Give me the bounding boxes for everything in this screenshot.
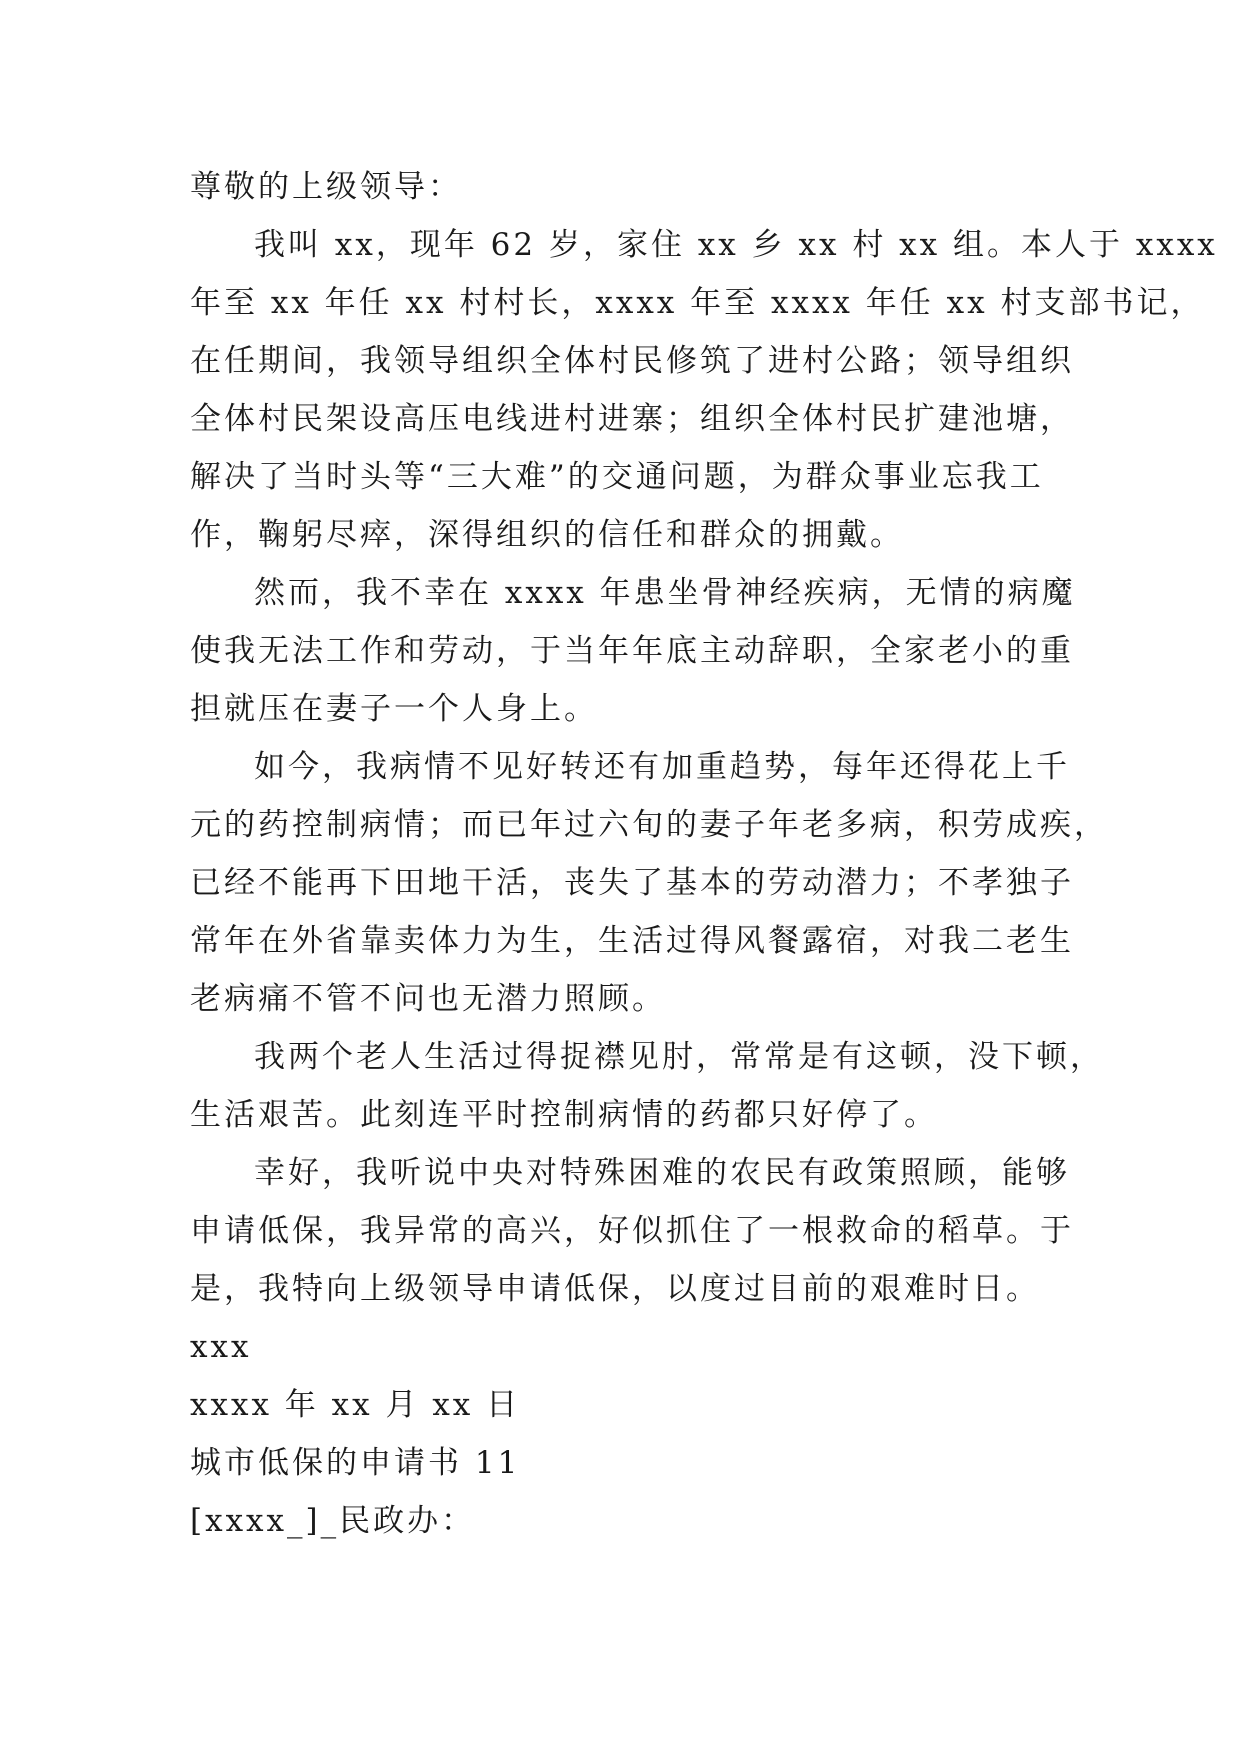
paragraph-line: 是，我特向上级领导申请低保，以度过目前的艰难时日。: [190, 1271, 1040, 1307]
paragraph-line: 元的药控制病情；而已年过六旬的妻子年老多病，积劳成疾，: [190, 807, 1108, 843]
paragraph-1: [190, 216, 1218, 564]
paragraph-line: 老病痛不管不问也无潜力照顾。: [190, 981, 666, 1017]
letter-body: [190, 158, 1218, 1550]
date: xxxx 年 xx 月 xx 日: [190, 1387, 521, 1423]
greeting: 尊敬的上级领导：: [190, 169, 462, 205]
paragraph-line: 解决了当时头等“三大难”的交通问题，为群众事业忘我工: [190, 459, 1044, 495]
paragraph-4: [190, 1028, 1104, 1144]
paragraph-line: 如今，我病情不见好转还有加重趋势，每年还得花上千: [254, 749, 1070, 785]
paragraph-2: [190, 564, 1090, 738]
paragraph-line: 使我无法工作和劳动，于当年年底主动辞职，全家老小的重: [190, 633, 1074, 669]
paragraph-3: [190, 738, 1108, 1028]
paragraph-line: 全体村民架设高压电线进村进寨；组织全体村民扩建池塘，: [190, 401, 1074, 437]
paragraph-line: 申请低保，我异常的高兴，好似抓住了一根救命的稻草。于: [190, 1213, 1074, 1249]
signature: xxx: [190, 1329, 252, 1365]
next-document-greeting: [xxxx_]_民政办：: [190, 1503, 476, 1539]
paragraph-5: [190, 1144, 1090, 1318]
paragraph-line: 常年在外省靠卖体力为生，生活过得风餐露宿，对我二老生: [190, 923, 1074, 959]
next-document-title: 城市低保的申请书 11: [190, 1445, 521, 1481]
paragraph-line: 作，鞠躬尽瘁，深得组织的信任和群众的拥戴。: [190, 517, 904, 553]
paragraph-line: 年至 xx 年任 xx 村村长，xxxx 年至 xxxx 年任 xx 村支部书记，: [190, 285, 1205, 321]
paragraph-line: 我两个老人生活过得捉襟见肘，常常是有这顿，没下顿，: [254, 1039, 1104, 1075]
paragraph-line: 生活艰苦。此刻连平时控制病情的药都只好停了。: [190, 1097, 938, 1133]
paragraph-line: 在任期间，我领导组织全体村民修筑了进村公路；领导组织: [190, 343, 1074, 379]
paragraph-line: 我叫 xx，现年 62 岁，家住 xx 乡 xx 村 xx 组。本人于 xxxx: [254, 227, 1218, 263]
paragraph-line: 幸好，我听说中央对特殊困难的农民有政策照顾，能够: [254, 1155, 1070, 1191]
paragraph-line: 担就压在妻子一个人身上。: [190, 691, 598, 727]
paragraph-line: 然而，我不幸在 xxxx 年患坐骨神经疾病，无情的病魔: [254, 575, 1076, 611]
paragraph-line: 已经不能再下田地干活，丧失了基本的劳动潜力；不孝独子: [190, 865, 1074, 901]
